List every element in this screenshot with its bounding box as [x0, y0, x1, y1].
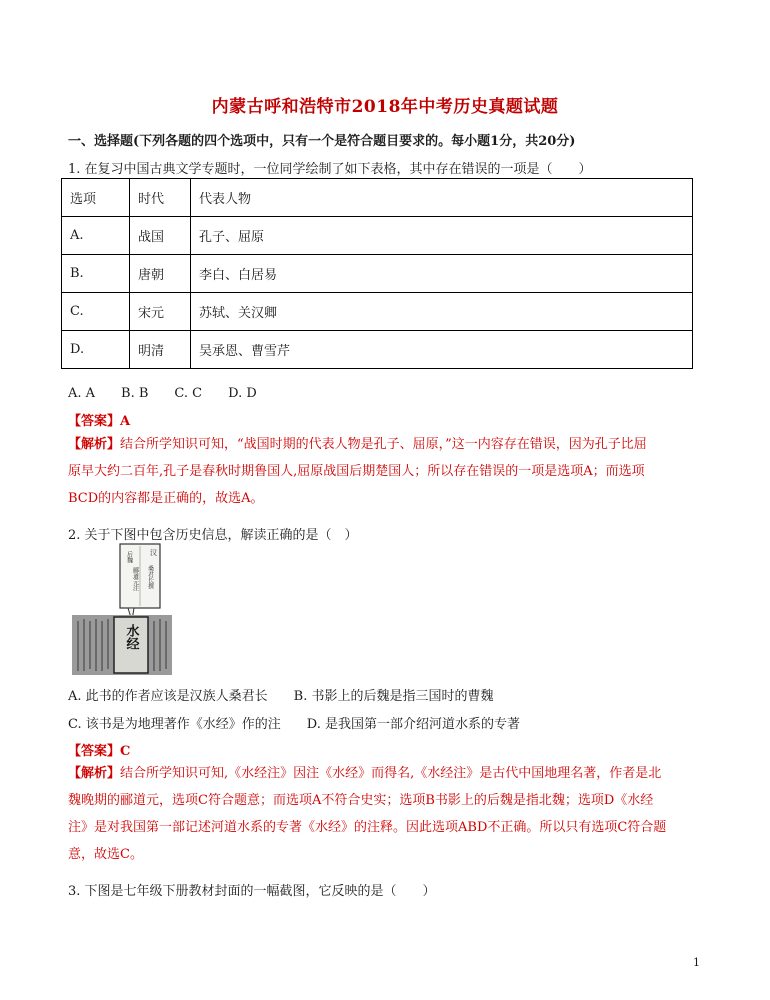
q3-stem: 3. 下图是七年级下册教材封面的一幅截图，它反映的是（ ） [68, 884, 436, 899]
section-heading: 一、选择题(下列各题的四个选项中，只有一个是符合题目要求的。每小题1分，共20分) [68, 134, 576, 149]
analysis-line: 意，故选C。 [68, 847, 143, 862]
q2-options-row2 [68, 713, 520, 732]
page-title: 内蒙古呼和浩特市2018年中考历史真题试题 [211, 97, 559, 117]
label-text-author: 桑君长撰 [146, 565, 154, 589]
label-text-han: 汉 [150, 549, 157, 557]
analysis-line: BCD的内容都是正确的，故选A。 [68, 491, 264, 506]
cover-title-text: 水经 [123, 624, 139, 650]
q1-analysis [68, 431, 696, 512]
table-cell: 吴承恩、曹雪芹 [191, 331, 693, 369]
label-text-li: 郦道元注 [131, 567, 139, 591]
answer-tag: 【答案】C [68, 744, 131, 759]
table-row [62, 217, 693, 255]
table-row [62, 293, 693, 331]
table-cell: 苏轼、关汉卿 [191, 293, 693, 331]
page-number: 1 [693, 956, 700, 969]
analysis-line: 魏晚期的郦道元，选项C符合题意；而选项A不符合史实；选项B书影上的后魏是指北魏；选项D《水经 [68, 793, 654, 808]
table-cell: 李白、白居易 [191, 255, 693, 293]
q1-stem: 1. 在复习中国古典文学专题时，一位同学绘制了如下表格，其中存在错误的一项是（ ） [68, 162, 592, 177]
analysis-line [68, 760, 696, 787]
q2-stem: 2. 关于下图中包含历史信息，解读正确的是（ ） [68, 528, 358, 543]
q1-table [61, 178, 693, 369]
answer-tag: 【答案】A [68, 414, 131, 429]
label-text-houwei: 后魏 [125, 551, 133, 563]
table-cell: B. [62, 255, 130, 293]
table-row [62, 331, 693, 369]
table-row [62, 255, 693, 293]
table-cell: 宋元 [130, 293, 191, 331]
table-header-cell: 选项 [62, 179, 130, 217]
analysis-line: 注》是对我国第一部记述河道水系的专著《水经》的注释。因此选项ABD不正确。所以只有选项C符合题 [68, 820, 667, 835]
q2-analysis [68, 760, 696, 868]
analysis-line [68, 431, 696, 458]
q2-answer [68, 740, 130, 759]
table-cell: A. [62, 217, 130, 255]
q1-answer [68, 410, 130, 429]
option-c: C. 该书是为地理著作《水经》作的注 [68, 717, 281, 732]
q1-options: A. A B. B C. C D. D [68, 386, 257, 401]
option-a: A. 此书的作者应该是汉族人桑君长 [68, 689, 268, 704]
book-illustration [72, 543, 172, 675]
table-header-cell: 代表人物 [191, 179, 693, 217]
table-cell: 孔子、屈原 [191, 217, 693, 255]
table-cell: 明清 [130, 331, 191, 369]
analysis-tag: 【解析】 [68, 766, 121, 781]
analysis-text: 结合所学知识可知，“战国时期的代表人物是孔子、屈原，”这一内容存在错误，因为孔子比屈 [120, 437, 647, 452]
analysis-line: 原早大约二百年,孔子是春秋时期鲁国人,屈原战国后期楚国人；所以存在错误的一项是选项A；而选项 [68, 464, 645, 479]
table-cell: D. [62, 331, 130, 369]
table-header-row [62, 179, 693, 217]
analysis-tag: 【解析】 [68, 437, 121, 452]
q2-options-row1 [68, 685, 493, 704]
table-header-cell: 时代 [130, 179, 191, 217]
table-cell: 唐朝 [130, 255, 191, 293]
shuijing-book-image [72, 543, 172, 675]
option-b: B. 书影上的后魏是指三国时的曹魏 [293, 689, 494, 704]
table-cell: 战国 [130, 217, 191, 255]
option-d: D. 是我国第一部介绍河道水系的专著 [306, 717, 520, 732]
table-cell: C. [62, 293, 130, 331]
analysis-text: 结合所学知识可知,《水经注》因注《水经》而得名,《水经注》是古代中国地理名著，作者是北 [120, 766, 662, 781]
